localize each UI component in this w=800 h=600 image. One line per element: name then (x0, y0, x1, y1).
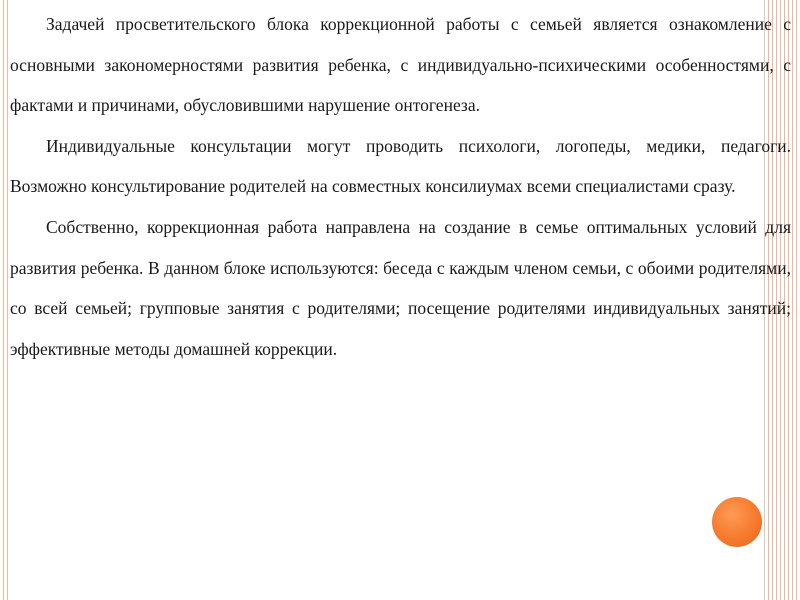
paragraph-correction-work: Собственно, коррекционная работа направлена на создание в семье оптимальных условий для развития ребенка. В данном блоке используются: беседа с каждым членом семьи, с обоими родителями, со всей семьей; групповые занятия с родителями; посещение родителями индивидуальных занятий; эффективные методы домашней коррекции. (10, 216, 791, 359)
right-border-stripe (796, 0, 797, 600)
left-border-stripe (3, 0, 4, 600)
left-border-stripe (7, 0, 8, 600)
decorative-orange-circle (712, 497, 762, 547)
right-border-stripe (792, 0, 793, 600)
paragraph-education-block: Задачей просветительского блока коррекционной работы с семьей является ознакомление с основными закономерностями развития ребенка, с индивидуально-психическими особенностями, с фактами и причинами, обусловившими нарушение онтогенеза. (10, 14, 791, 116)
paragraph-consultations: Индивидуальные консультации могут проводить психологи, логопеды, медики, педагоги. Возможно консультирование родителей на совместных консилиумах всеми специалистами сразу. (10, 135, 791, 197)
body-text (10, 4, 791, 369)
